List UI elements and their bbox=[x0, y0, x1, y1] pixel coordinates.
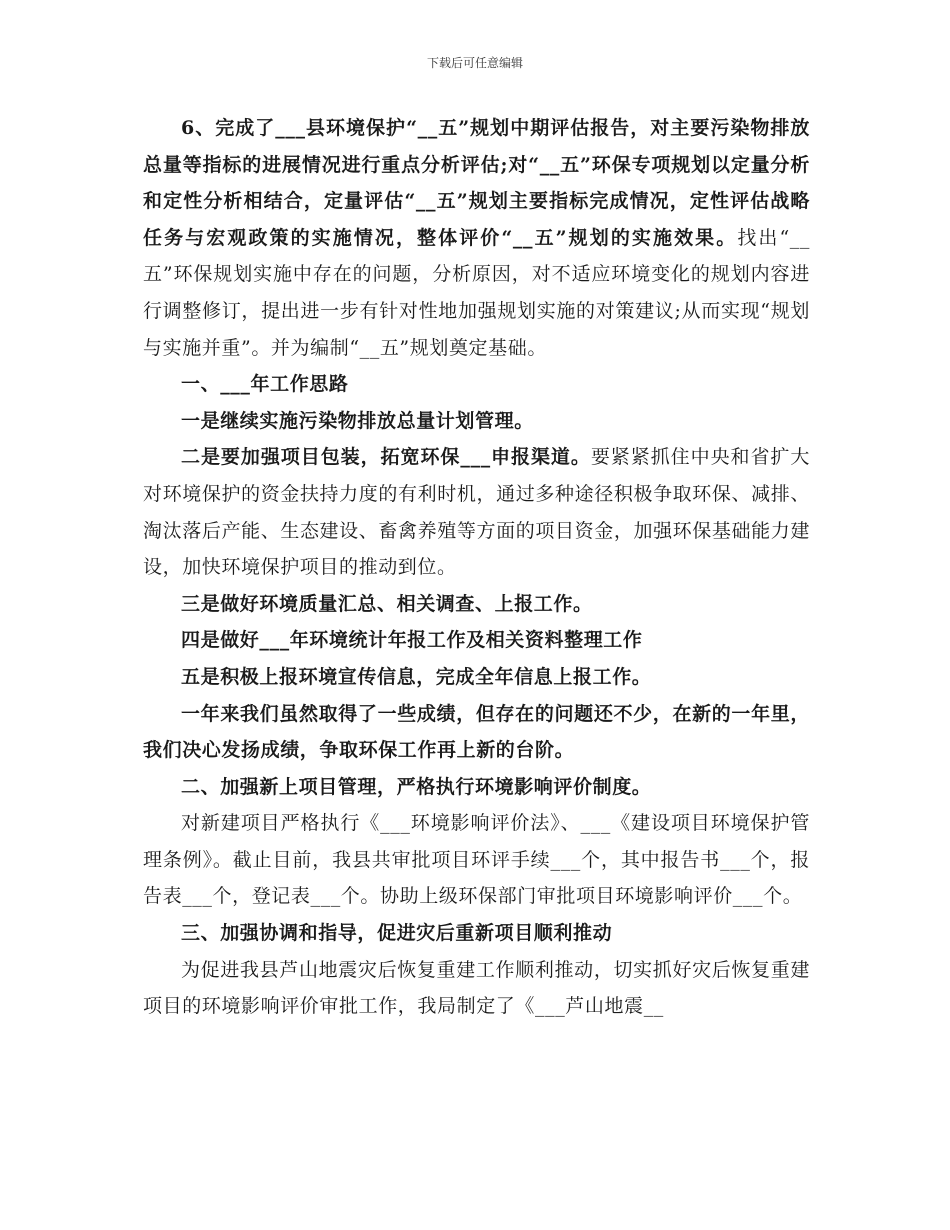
paragraph-reconstruction bbox=[143, 952, 810, 1025]
heading-text: 一、___年工作思路 bbox=[181, 373, 349, 396]
item-1 bbox=[143, 403, 810, 440]
paragraph-text: 找出“__五”环保规划实施中存在的问题，分析原因，对不适应环境变化的规划内容进行调整修订，提出进一步有针对性地加强规划实施的对策建议;从而实现“规划与实施并重”。并为编制“__五”规划奠定基础。 bbox=[143, 226, 811, 359]
item-text: 四是做好___年环境统计年报工作及相关资料整理工作 bbox=[181, 629, 643, 652]
heading-text: 三、加强协调和指导，促进灾后重新项目顺利推动 bbox=[181, 922, 613, 945]
item-text: 一是继续实施污染物排放总量计划管理。 bbox=[181, 409, 534, 432]
heading-text: 二、加强新上项目管理，严格执行环境影响评价制度。 bbox=[181, 775, 652, 798]
page-header: 下载后可任意编辑 bbox=[426, 56, 523, 70]
summary-text: 一年来我们虽然取得了一些成绩，但存在的问题还不少，在新的一年里，我们决心发扬成绩，争取环保工作再上新的台阶。 bbox=[143, 702, 810, 762]
section-heading-3 bbox=[143, 915, 810, 952]
section-heading-2 bbox=[143, 769, 810, 806]
item-2 bbox=[143, 439, 810, 585]
summary-paragraph bbox=[143, 696, 810, 769]
item-text: 要紧紧抓住中央和省扩大对环境保护的资金扶持力度的有利时机，通过多种途径积极争取环保、减排、淘汰落后产能、生态建设、畜禽养殖等方面的项目资金，加强环保基础能力建设，加快环境保护项目的推动到位。 bbox=[143, 446, 810, 579]
section-heading-1 bbox=[143, 366, 810, 403]
item-5 bbox=[143, 659, 810, 696]
paragraph-text: 为促进我县芦山地震灾后恢复重建工作顺利推动，切实抓好灾后恢复重建项目的环境影响评价审批工作，我局制定了《___芦山地震__ bbox=[143, 958, 810, 1018]
item-4 bbox=[143, 622, 810, 659]
document-body bbox=[143, 110, 810, 1025]
paragraph-text: 对新建项目严格执行《___环境影响评价法》、___《建设项目环境保护管理条例》。截止目前，我县共审批项目环评手续___个，其中报告书___个，报告表___个，登记表___个。协助上级环保部门审批项目环境影响评价___个。 bbox=[143, 812, 810, 908]
item-text: 五是积极上报环境宣传信息，完成全年信息上报工作。 bbox=[181, 665, 652, 688]
paragraph-1 bbox=[143, 110, 810, 366]
paragraph-eia bbox=[143, 805, 810, 915]
paragraph-bold-text: 6、完成了___县环境保护“__五”规划中期评估报告，对主要污染物排放总量等指标的进展情况进行重点分析评估;对“__五”环保专项规划以定量分析和定性分析相结合，定量评估“__五”规划主要指标完成情况，定性评估战略任务与宏观政策的实施情况，整体评价“__五”规划的实施效果。 bbox=[143, 117, 810, 249]
item-bold-text: 二是要加强项目包装，拓宽环保___申报渠道。 bbox=[181, 446, 591, 469]
item-3 bbox=[143, 586, 810, 623]
item-text: 三是做好环境质量汇总、相关调查、上报工作。 bbox=[181, 592, 593, 615]
